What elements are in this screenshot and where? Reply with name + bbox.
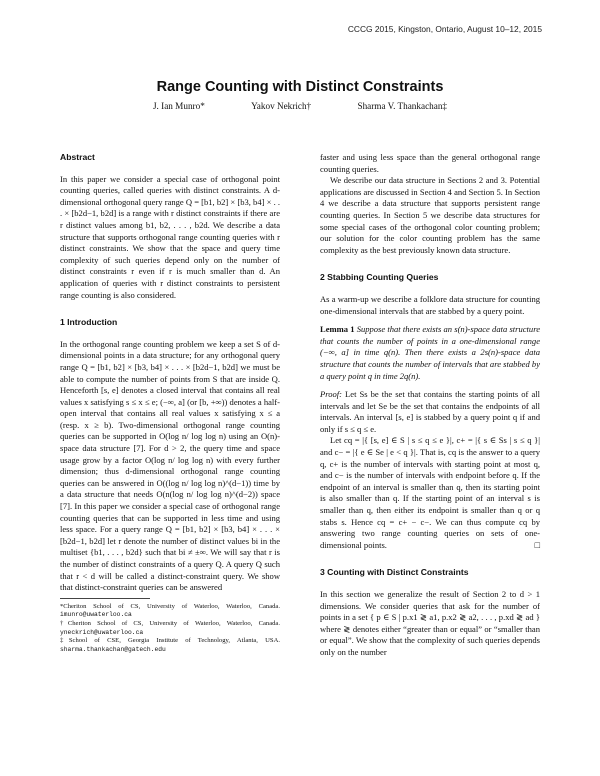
intro-heading: 1 Introduction xyxy=(60,317,118,328)
proof-label: Proof: xyxy=(320,389,342,400)
abstract-text: In this paper we consider a special case of orthogonal point counting queries, called queries with distinct constraints. A d-dimensional orthogonal query range Q = [b1, b2] × [b3, b4] × . . . × [b2d−1, b2d] is a range with r distinct constraints if there are r distinct values among b1, b2, . . . , b2d. We describe a data structure that supports orthogonal range counting queries with r distinct constraints. We show that the space and query time complexity of such queries depend only on the number of distinct constraints r even if r is much smaller than d. An application of queries with r distinct constraints to persistent range counting is also considered. xyxy=(60,173,280,300)
footnote-nekrich: †Cheriton School of CS, University of Waterloo, Waterloo, Canada. yneckrich@uwaterloo.ca xyxy=(60,619,280,636)
section3-text: In this section we generalize the result of Section 2 to d > 1 dimensions. We consider queries that ask for the number of points in a set { p ∈ S | p.x1 ≷ a1, p.x2 ≷ a2, . . . , p.xd ≷ ad } where ≷ denotes either “greater than or equal” or “smaller than or equal”. We show that the complexity of such queries depends only on the number xyxy=(320,589,540,657)
right-column xyxy=(320,152,540,659)
qed-symbol: □ xyxy=(534,539,540,550)
proof-para-2: Let cq = |{ [s, e] ∈ S | s ≤ q ≤ e }|, c+ = |{ s ∈ Ss | s ≤ q }| and c− = |{ e ∈ Se | e < q }|. That is, cq is the answer to a query q, c+ is the number of intervals with starting point at most q, and c− is the number of intervals with endpoint before q. If the endpoint of an interval is smaller than q, then its starting point is also smaller than q. If the starting point of an interval s is smaller than q, then either its endpoint is smaller than q or q stabs s. Hence cq = c+ − c−. We can thus compute cq by answering two range counting queries on sets of one-dimensional points. □ xyxy=(320,435,540,550)
intro-para-2: We describe our data structure in Sections 2 and 3. Potential applications are discussed in Section 4 and Section 5. In Section 4 we describe a data structure that supports persistent range counting queries. In Section 5 we describe data structures for some special cases of the orthogonal color counting problem; our solution for the color counting problem has the same complexity as the best previously known data structure. xyxy=(320,175,540,255)
lemma-text: Suppose that there exists an s(n)-space data structure that counts the number of points in a one-dimensional range (−∞, a] in time q(n). Then there exists a 2s(n)-space data structure that counts the number of intervals that are stabbed by a query point q in time 2q(n). xyxy=(320,324,540,381)
email-nekrich[interactable]: yneckrich@uwaterloo.ca xyxy=(60,628,144,636)
section2-heading: 2 Stabbing Counting Queries xyxy=(320,272,439,283)
author-list xyxy=(0,101,600,111)
footnote-munro: *Cheriton School of CS, University of Waterloo, Waterloo, Canada. imunro@uwaterloo.ca xyxy=(60,602,280,619)
author-thankachan: Sharma V. Thankachan‡ xyxy=(357,101,448,111)
footnote-rule xyxy=(60,598,150,599)
running-header: CCCG 2015, Kingston, Ontario, August 10–12, 2015 xyxy=(347,24,542,34)
lemma-label: Lemma 1 xyxy=(320,324,355,335)
email-munro[interactable]: imunro@uwaterloo.ca xyxy=(60,611,132,619)
footnote-thankachan: ‡School of CSE, Georgia Institute of Technology, Atlanta, USA. sharma.thankachan@gatech.edu xyxy=(60,637,280,653)
lemma-1 xyxy=(320,324,540,382)
author-munro: J. Ian Munro* xyxy=(152,101,205,111)
paper-title: Range Counting with Distinct Constraints xyxy=(156,79,444,95)
section2-text: As a warm-up we describe a folklore data structure for counting one-dimensional intervals that are stabbed by a query point. xyxy=(320,293,540,316)
intro-text: In the orthogonal range counting problem we keep a set S of d-dimensional points in a data structure; for any orthogonal query range Q = [b1, b2] × [b3, b4] × . . . × [b2d−1, b2d] we must be able to compute the number of points from S that are inside Q. Henceforth [s, e] denotes a closed interval that contains all real values x satisfying s ≤ x ≤ e; (−∞, a] (or [b, +∞)) denotes a half-open interval that contains all real values x satisfying x ≤ a (resp. x ≥ b). Two-dimensional orthogonal range counting queries can be supported in O(log n/ log log n) using an O(n)-space data structure [7]. For d > 2, the query time and space usage grow by a factor O(log n/ log log n) with every further dimension; thus d-dimensional orthogonal range counting queries can be answered in O((log n/ log log n)^(d−1)) time by a data structure that needs O(n(log n/ log log n)^(d−2)) space [7]. In this paper we consider a special case of orthogonal range counting queries that can be supported in less time and using less space. For a query range Q = [b1, b2] × [b3, b4] × . . . × [b2d−1, b2d] let r denote the number of distinct values bi in the multiset {b1, . . . , b2d} such that bi ≠ ±∞. We will say that r is the number of distinct constraints of a query Q. A query Q such that r < d will be called a distinct-constraint query. We show that distinct-constraint queries can be answered xyxy=(60,338,280,593)
section3-heading: 3 Counting with Distinct Constraints xyxy=(320,567,469,578)
author-nekrich: Yakov Nekrich† xyxy=(251,101,312,111)
abstract-heading: Abstract xyxy=(60,152,95,162)
left-column xyxy=(60,152,280,654)
intro-continued: faster and using less space than the general orthogonal range counting queries. xyxy=(320,152,540,174)
email-thankachan[interactable]: sharma.thankachan@gatech.edu xyxy=(60,645,166,653)
proof-para-1: Proof: Let Ss be the set that contains the starting points of all intervals and let Se be the set that contains the endpoints of all intervals. An interval [s, e] is stabbed by a query point q if and only if s ≤ q ≤ e. xyxy=(320,389,540,434)
